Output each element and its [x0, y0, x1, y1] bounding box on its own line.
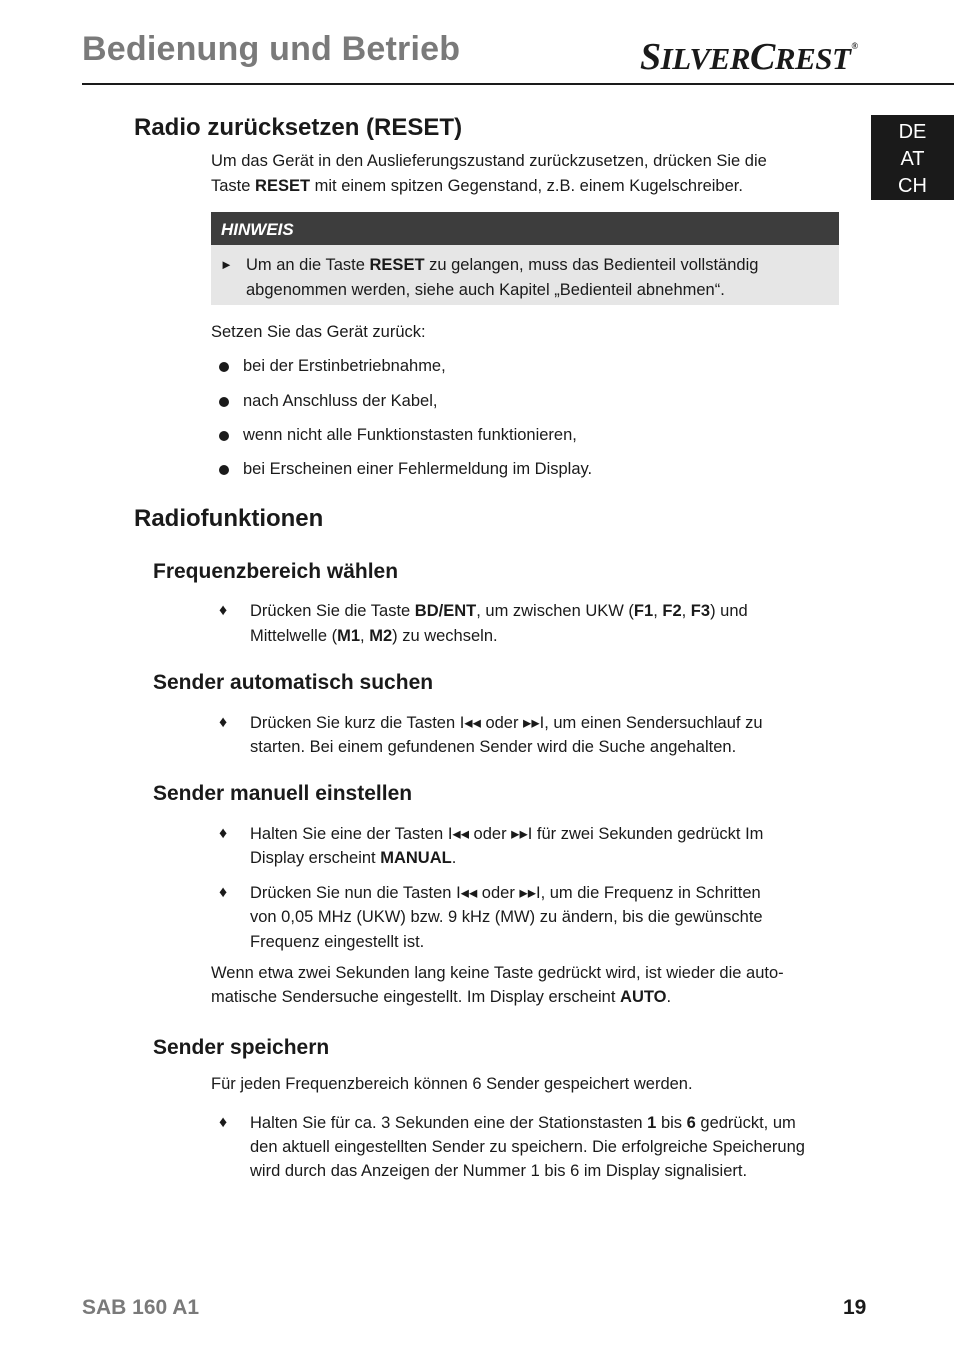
freq-line-2: Mittelwelle (M1, M2) zu wechseln. — [250, 627, 498, 645]
reset-heading: Radio zurücksetzen (RESET) — [134, 114, 463, 141]
page-title: Bedienung und Betrieb — [82, 30, 461, 68]
header-divider — [82, 83, 954, 85]
manual-heading: Sender manuell einstellen — [153, 782, 413, 805]
manual-step2-line-2: von 0,05 MHz (UKW) bzw. 9 kHz (MW) zu ändern, bis die gewünschte — [250, 908, 763, 926]
registered-mark: ® — [851, 41, 858, 51]
list-item: nach Anschluss der Kabel, — [243, 392, 438, 410]
diamond-icon: ♦ — [219, 884, 228, 901]
store-line-3: wird durch das Anzeigen der Nummer 1 bis 6 im Display signalisiert. — [250, 1162, 748, 1180]
reset-list-intro: Setzen Sie das Gerät zurück: — [211, 323, 426, 341]
radio-heading: Radiofunktionen — [134, 505, 324, 532]
freq-line-1: Drücken Sie die Taste BD/ENT, um zwischen UKW (F1, F2, F3) und — [250, 602, 748, 620]
language-tab — [871, 115, 954, 200]
reset-intro-line-1: Um das Gerät in den Auslieferungszustand zurückzusetzen, drücken Sie die — [211, 152, 767, 170]
auto-search-heading: Sender automatisch suchen — [153, 671, 434, 694]
lang-de: DE — [898, 121, 927, 143]
note-title: HINWEIS — [211, 212, 839, 245]
manual-step1-line-2: Display erscheint MANUAL. — [250, 849, 457, 867]
diamond-icon: ♦ — [219, 602, 228, 619]
lang-ch: CH — [898, 175, 927, 197]
bullet-icon — [219, 362, 229, 372]
store-heading: Sender speichern — [153, 1036, 330, 1059]
brand-letter: C — [750, 36, 775, 78]
note-line-2: abgenommen werden, siehe auch Kapitel „Bedienteil abnehmen“. — [246, 281, 725, 299]
diamond-icon: ♦ — [219, 1114, 228, 1131]
manual-step1-line-1: Halten Sie eine der Tasten I◂◂ oder ▸▸I für zwei Sekunden gedrückt Im — [250, 825, 764, 843]
reset-intro-line-2: Taste RESET mit einem spitzen Gegenstand, z.B. einem Kugelschreiber. — [211, 177, 743, 195]
manual-para-line-2: matische Sendersuche eingestellt. Im Display erscheint AUTO. — [211, 988, 672, 1006]
arrow-icon: ► — [220, 257, 233, 272]
manual-step2-line-1: Drücken Sie nun die Tasten I◂◂ oder ▸▸I, um die Frequenz in Schritten — [250, 884, 761, 902]
brand-logo — [640, 35, 858, 79]
auto-line-1: Drücken Sie kurz die Tasten I◂◂ oder ▸▸I, um einen Sendersuchlauf zu — [250, 714, 763, 732]
store-line-1: Halten Sie für ca. 3 Sekunden eine der Stationstasten 1 bis 6 gedrückt, um — [250, 1114, 796, 1132]
store-line-2: den aktuell eingestellten Sender zu speichern. Die erfolgreiche Speicherung — [250, 1138, 805, 1156]
bullet-icon — [219, 465, 229, 475]
store-intro: Für jeden Frequenzbereich können 6 Sender gespeichert werden. — [211, 1075, 693, 1093]
brand-text: REST — [774, 41, 851, 76]
freq-heading: Frequenzbereich wählen — [153, 560, 399, 583]
lang-at: AT — [900, 148, 925, 170]
list-item: bei der Erstinbetriebnahme, — [243, 357, 446, 375]
note-line-1: Um an die Taste RESET zu gelangen, muss das Bedienteil vollständig — [246, 256, 759, 274]
manual-step2-line-3: Frequenz eingestellt ist. — [250, 933, 425, 951]
brand-text: ILVER — [660, 41, 751, 76]
manual-para-line-1: Wenn etwa zwei Sekunden lang keine Taste gedrückt wird, ist wieder die auto- — [211, 964, 784, 982]
brand-letter: S — [640, 36, 661, 78]
auto-line-2: starten. Bei einem gefundenen Sender wird die Suche angehalten. — [250, 738, 737, 756]
bullet-icon — [219, 397, 229, 407]
footer-model: SAB 160 A1 — [82, 1296, 200, 1319]
diamond-icon: ♦ — [219, 714, 228, 731]
list-item: wenn nicht alle Funktionstasten funktionieren, — [243, 426, 577, 444]
diamond-icon: ♦ — [219, 825, 228, 842]
page-number: 19 — [843, 1296, 867, 1319]
list-item: bei Erscheinen einer Fehlermeldung im Display. — [243, 460, 593, 478]
bullet-icon — [219, 431, 229, 441]
